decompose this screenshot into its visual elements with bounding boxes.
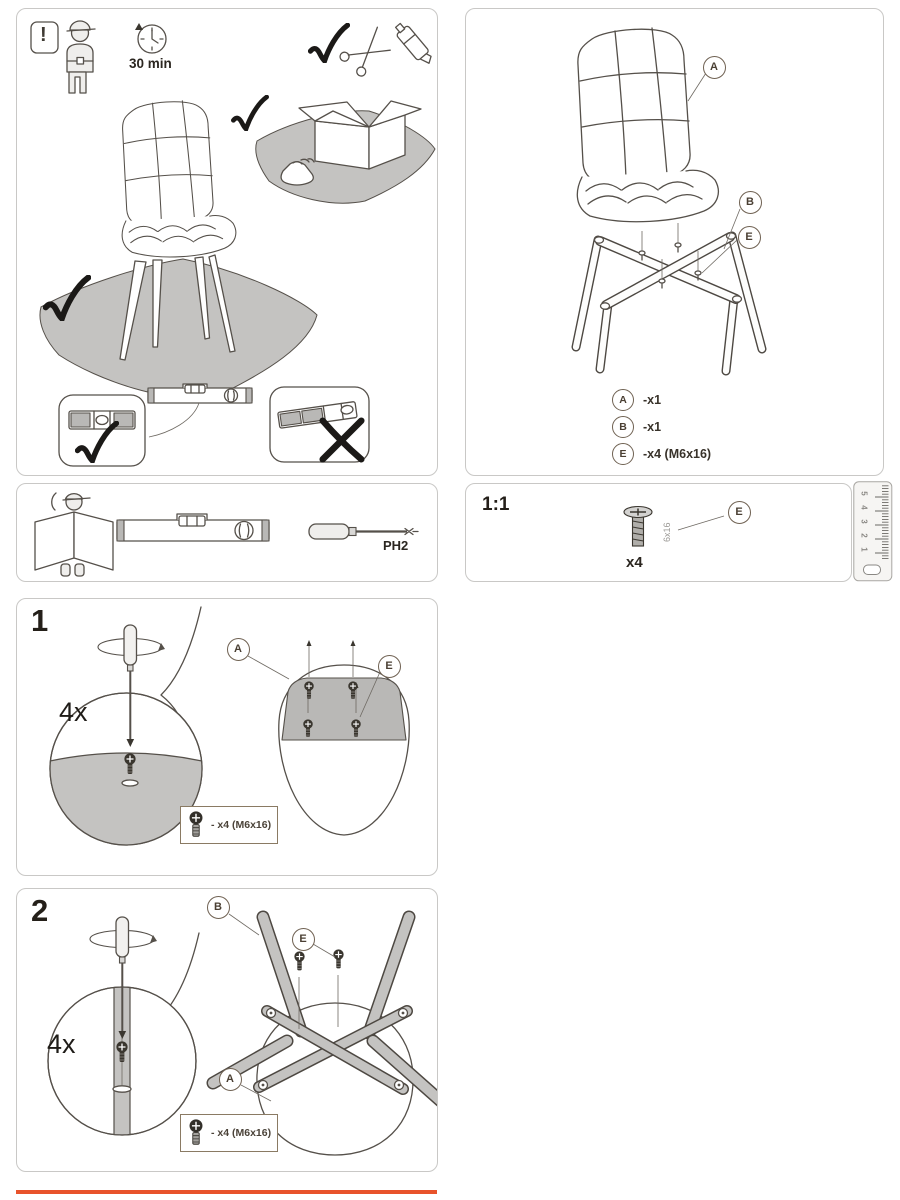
panel-step-2: [16, 888, 438, 1172]
screw-icon: [333, 949, 343, 968]
scissors-icon: [338, 26, 395, 80]
part-quantity: -x4 (M6x16): [643, 447, 712, 461]
hardware-callout-box: [180, 806, 278, 844]
callout-line-b: [229, 914, 259, 935]
ruler-graphic: [853, 481, 893, 582]
checkmark-icon: [310, 25, 347, 61]
part-label-a: A: [703, 56, 726, 79]
parts-list-row: [612, 443, 711, 465]
screw-actual-size: [624, 507, 652, 547]
part-label-b: B: [207, 896, 230, 919]
callout-line-e: [678, 516, 724, 530]
panel-scale: [465, 483, 852, 582]
preparation-illustration: [17, 9, 437, 475]
part-label-e: E: [738, 226, 761, 249]
person-reading-icon: [35, 493, 113, 576]
screwdriver-icon: [309, 524, 418, 539]
checkmark-icon: [233, 97, 266, 129]
ruler-number: 4: [859, 505, 869, 510]
ruler-slot: [864, 565, 881, 575]
repeat-multiplier: 4x: [47, 1029, 76, 1059]
tools-illustration: [17, 484, 437, 581]
ruler-number: 5: [859, 491, 869, 496]
hardware-note: - x4 (M6x16): [211, 819, 272, 831]
scale-ratio-label: 1:1: [482, 494, 510, 515]
panel-step-1: [16, 598, 438, 876]
screw-dimension-label: 6x16: [662, 522, 672, 542]
screw-icon: [187, 810, 205, 840]
screw-quantity-label: x4: [626, 554, 643, 571]
screw-icon: [187, 1118, 205, 1148]
hardware-callout-box: [180, 1114, 278, 1152]
callout-line-a: [688, 73, 706, 101]
panel-tools: [16, 483, 438, 582]
screw-icon: [294, 951, 304, 970]
callout-line-a: [248, 656, 289, 679]
ruler-number: 3: [859, 519, 869, 524]
screwdriver-size-label: PH2: [383, 538, 409, 553]
part-label-e: E: [292, 928, 315, 951]
part-label-e: E: [728, 501, 751, 524]
person-icon: [67, 21, 95, 93]
scale-illustration: [466, 484, 851, 581]
part-label-e: E: [378, 655, 401, 678]
part-label-a: A: [219, 1068, 242, 1091]
part-label-a: A: [227, 638, 250, 661]
chair-seat-part: [577, 28, 718, 222]
step-number: 2: [31, 893, 48, 928]
step-number: 1: [31, 603, 48, 638]
panel-preparation: [16, 8, 438, 476]
assembly-time-label: 30 min: [129, 56, 172, 71]
leg-frame-part: [576, 223, 762, 371]
part-letter-badge: E: [612, 443, 634, 465]
hardware-note: - x4 (M6x16): [211, 1127, 272, 1139]
ruler-number: 1: [859, 547, 869, 552]
part-quantity: -x1: [643, 420, 662, 434]
clock-icon: [135, 23, 166, 53]
parts-illustration: [466, 9, 883, 475]
repeat-multiplier: 4x: [59, 697, 88, 727]
warning-exclamation: !: [40, 24, 47, 46]
ruler-number: 2: [859, 533, 869, 538]
parts-list-row: [612, 416, 661, 438]
utility-knife-icon: [392, 21, 435, 68]
part-quantity: -x1: [643, 393, 662, 407]
level-ok-detail: [59, 395, 145, 466]
spirit-level: [117, 514, 269, 541]
part-letter-badge: A: [612, 389, 634, 411]
part-letter-badge: B: [612, 416, 634, 438]
screw-hole: [122, 780, 138, 786]
callout-line: [149, 403, 199, 437]
panel-parts: [465, 8, 884, 476]
part-label-b: B: [739, 191, 762, 214]
parts-list-row: [612, 389, 661, 411]
callout-line-e: [313, 944, 335, 957]
ruler: [853, 481, 893, 582]
accent-bar: [16, 1190, 437, 1194]
